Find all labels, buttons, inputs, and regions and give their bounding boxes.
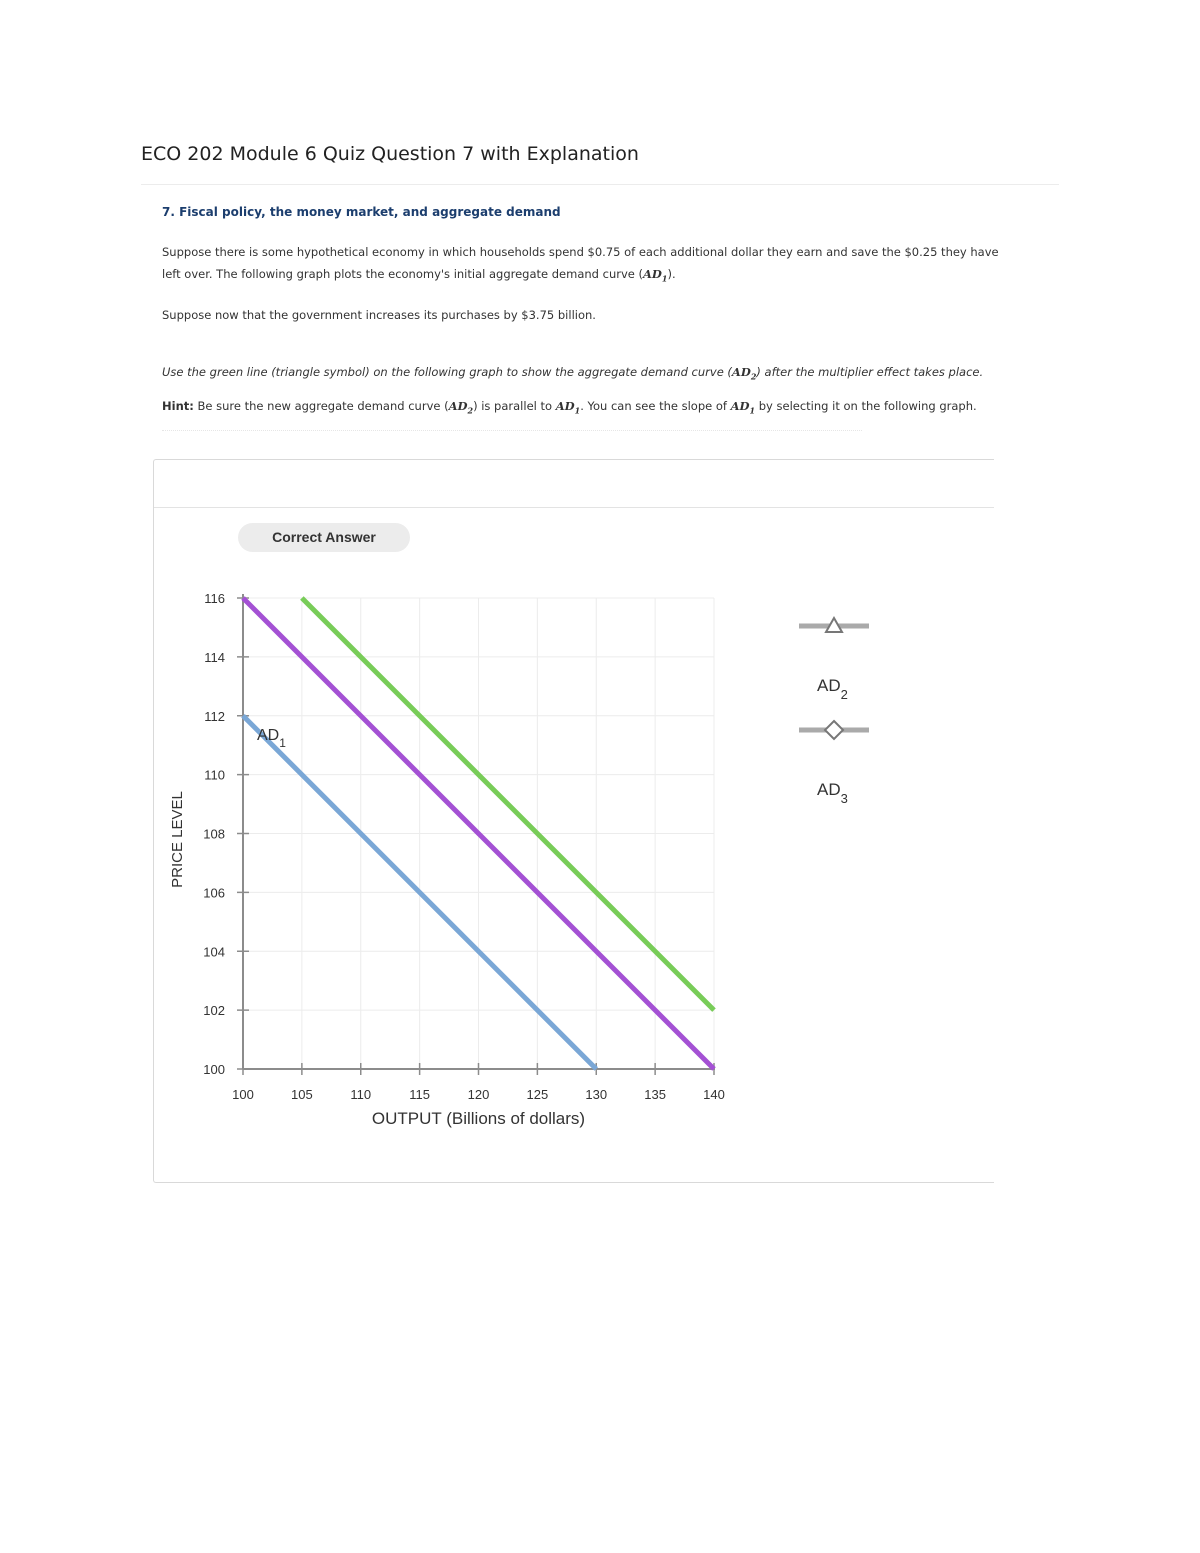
question-instruction <box>162 361 1042 387</box>
y-tick-label-116: 116 <box>204 591 225 606</box>
x-tick-label-100: 100 <box>232 1087 254 1102</box>
y-axis-title: PRICE LEVEL <box>169 791 186 888</box>
y-tick-label-114: 114 <box>204 649 225 665</box>
y-tick-label-106: 106 <box>203 885 225 901</box>
instruction-math: AD <box>731 365 751 379</box>
instruction-part2: ) after the multiplier effect takes place. <box>756 365 984 379</box>
hint-part4: by selecting it on the following graph. <box>755 399 977 413</box>
x-tick-label-110: 110 <box>350 1087 372 1102</box>
instruction-math-sub: 2 <box>750 371 757 382</box>
x-tick-label-105: 105 <box>291 1087 313 1102</box>
diamond-icon[interactable] <box>825 721 843 739</box>
hint-math-3-sub: 1 <box>749 405 756 416</box>
x-tick-label-120: 120 <box>467 1087 490 1102</box>
hint-part2: ) is parallel to <box>473 399 556 413</box>
x-tick-label-140: 140 <box>703 1087 725 1102</box>
question-paragraph-1 <box>162 241 1042 289</box>
instruction-part1: Use the green line (triangle symbol) on the following graph to show the aggregate demand curve ( <box>162 365 732 379</box>
ad1-math: AD <box>642 267 662 281</box>
graph-panel <box>153 459 994 1183</box>
y-tick-label-102: 102 <box>203 1003 225 1019</box>
hint-math-1-sub: 2 <box>467 405 474 416</box>
hint-math-3: AD <box>730 399 750 413</box>
ad-chart[interactable] <box>154 460 994 1182</box>
legend-ad2-label: $AD_2$ <box>817 676 848 702</box>
series-line-ad2[interactable] <box>302 598 714 1010</box>
y-tick-label-100: 100 <box>203 1062 225 1077</box>
x-tick-label-130: 130 <box>585 1087 608 1102</box>
legend-ad3-label: $AD_3$ <box>817 780 848 806</box>
para1-line2: left over. The following graph plots the economy's initial aggregate demand curve ( <box>162 267 643 281</box>
y-tick-label-112: 112 <box>204 708 225 724</box>
hint-math-2: AD <box>555 399 575 413</box>
x-axis-title: OUTPUT (Billions of dollars) <box>371 1109 586 1128</box>
ad1-math-sub: 1 <box>661 273 668 284</box>
hint-part1: Be sure the new aggregate demand curve ( <box>193 399 449 413</box>
hint-label: Hint: <box>162 399 194 413</box>
series-label-ad1: $AD_1$ <box>257 726 286 750</box>
hint-math-2-sub: 1 <box>574 405 581 416</box>
question-paragraph-2: Suppose now that the government increases its purchases by $3.75 billion. <box>162 308 596 322</box>
para1-line1: Suppose there is some hypothetical economy in which households spend $0.75 of each additional dollar they earn and save the $0.25 they have <box>162 245 999 259</box>
x-tick-label-135: 135 <box>644 1087 666 1102</box>
hint-part3: . You can see the slope of <box>580 399 731 413</box>
x-tick-label-125: 125 <box>526 1087 549 1102</box>
para1-end: ). <box>667 267 676 281</box>
question-heading: 7. Fiscal policy, the money market, and aggregate demand <box>162 205 561 219</box>
document-title: ECO 202 Module 6 Quiz Question 7 with Explanation <box>141 143 639 165</box>
y-tick-label-104: 104 <box>203 944 225 960</box>
correct-answer-button[interactable]: Correct Answer <box>238 523 410 552</box>
title-divider <box>141 184 1059 185</box>
y-tick-label-108: 108 <box>203 826 225 842</box>
question-divider <box>162 430 862 432</box>
y-tick-label-110: 110 <box>204 767 225 783</box>
x-tick-label-115: 115 <box>409 1087 430 1102</box>
question-hint <box>162 395 1042 421</box>
hint-math-1: AD <box>448 399 468 413</box>
